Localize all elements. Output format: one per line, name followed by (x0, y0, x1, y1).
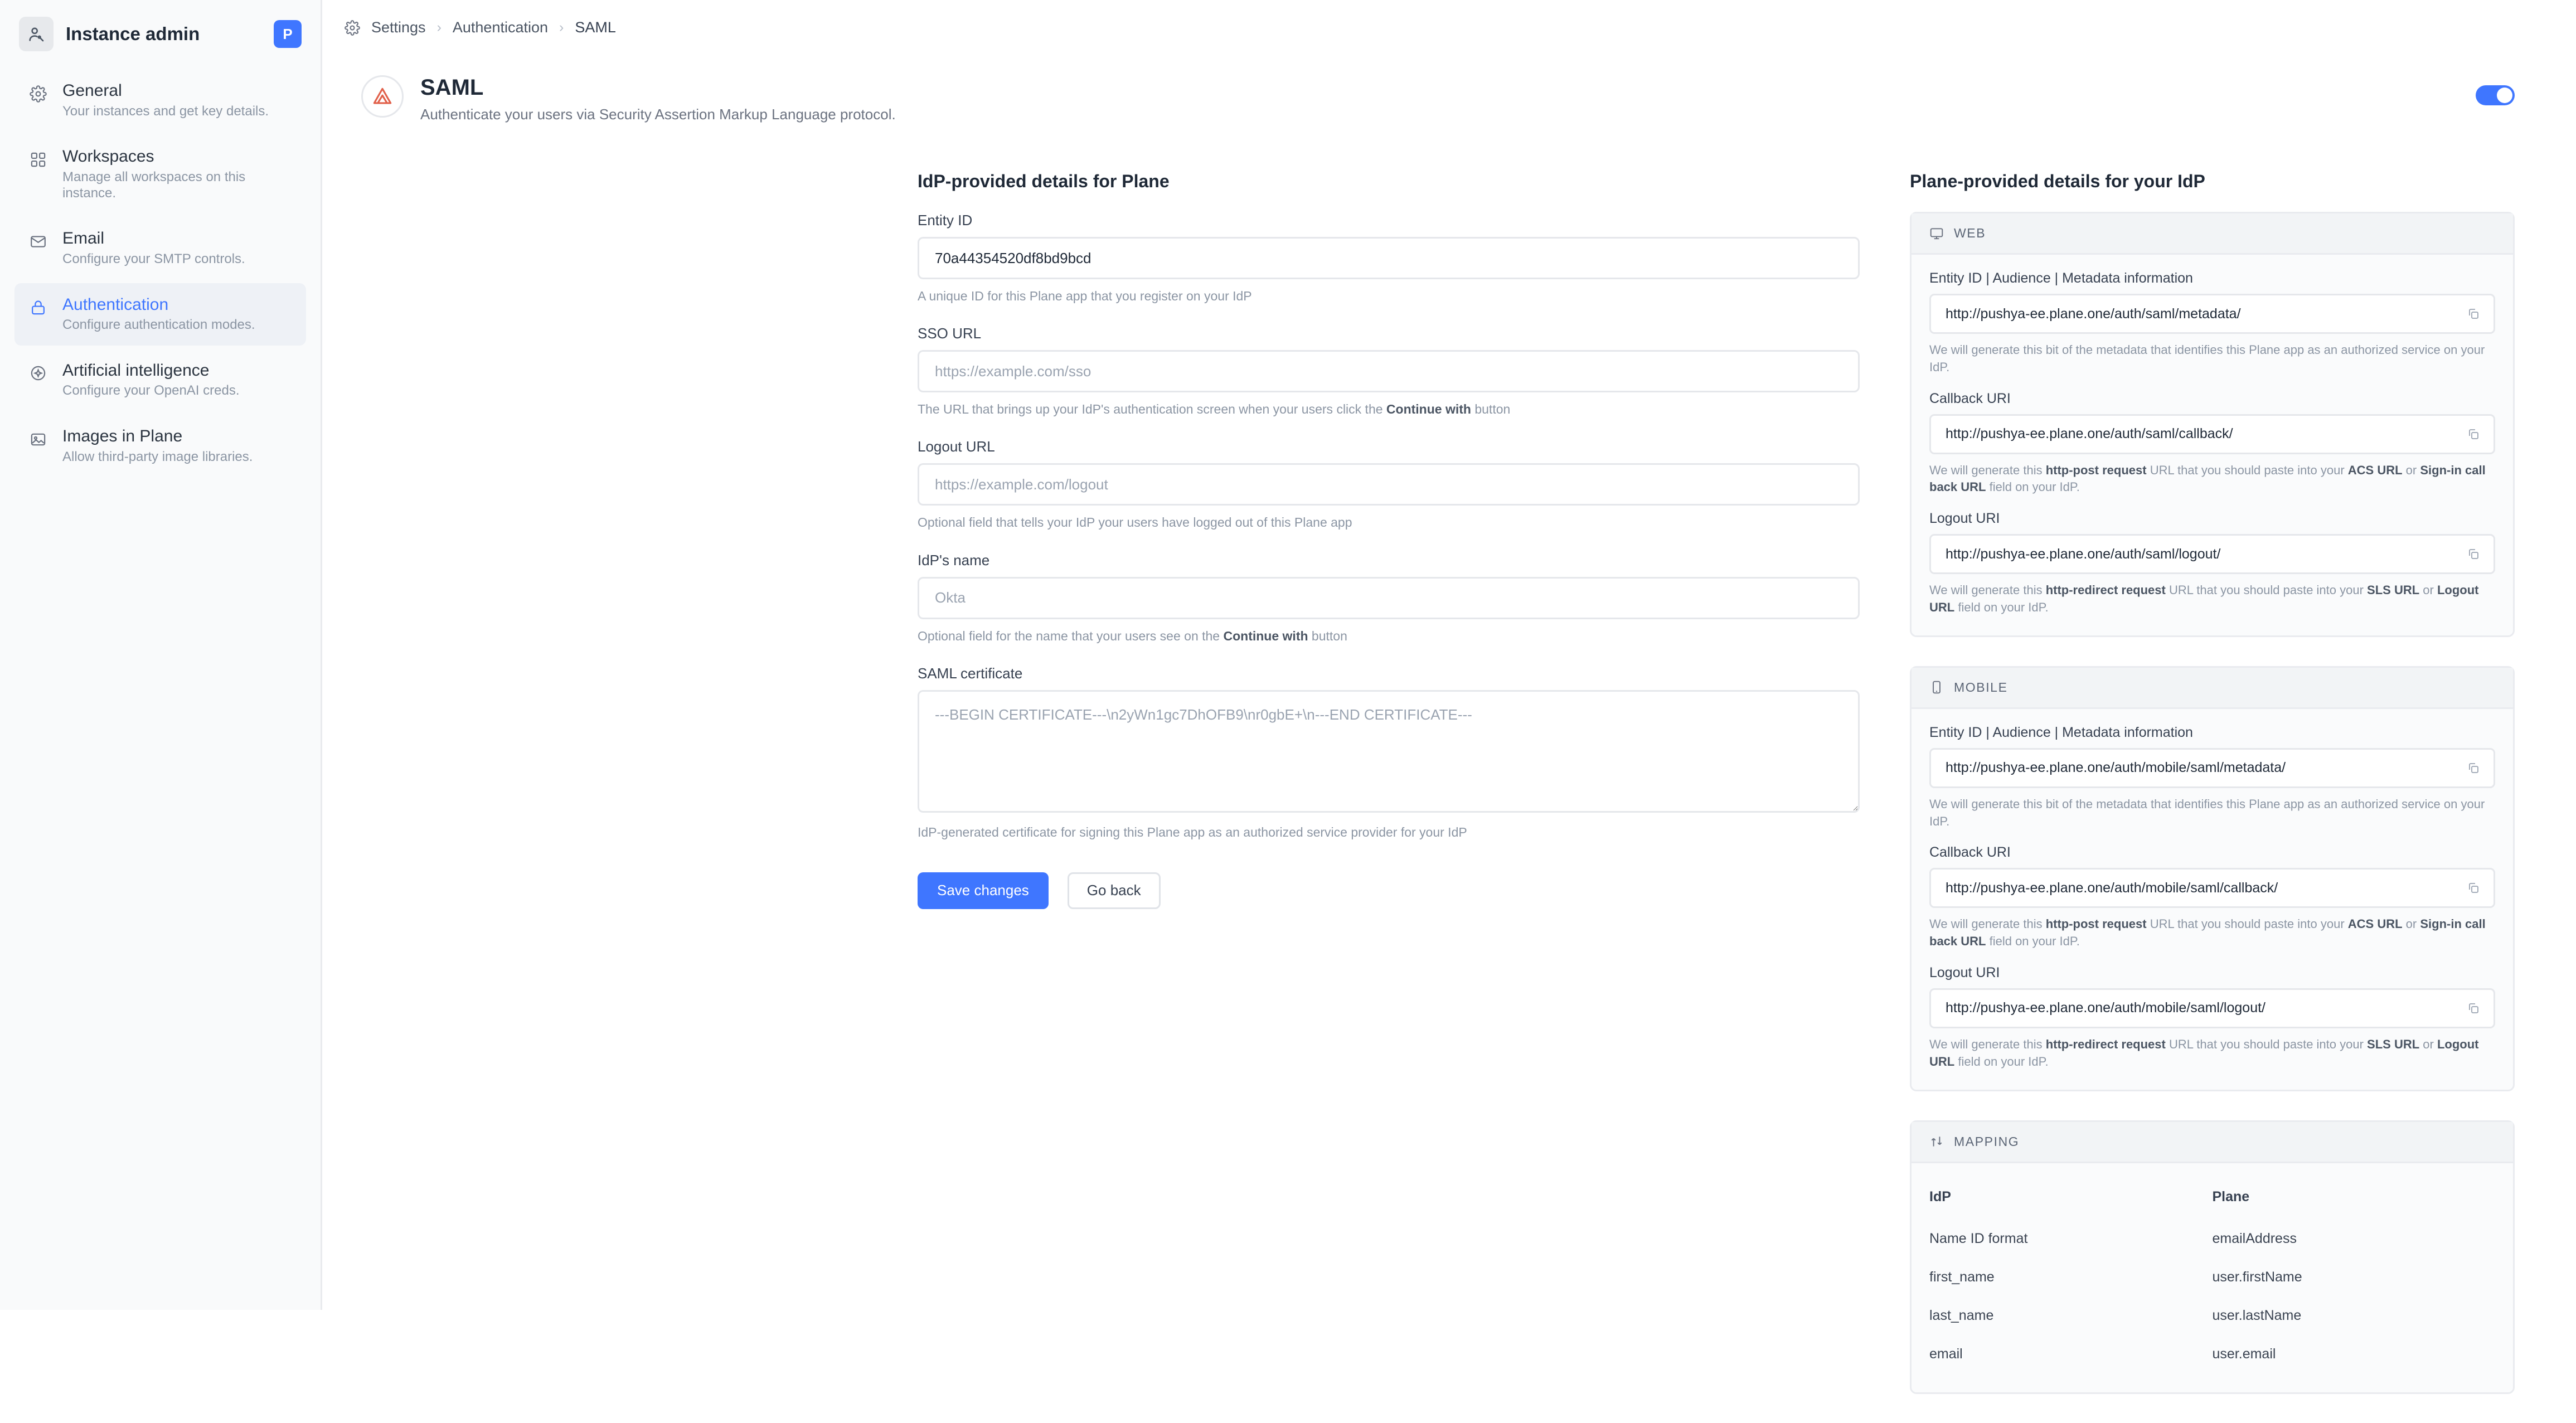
field-idp-name (918, 552, 1860, 645)
panel-body (1912, 255, 2513, 635)
instance-admin-title: Instance admin (66, 23, 200, 44)
sidebar-item-general[interactable] (14, 69, 306, 132)
panel-web (1910, 212, 2515, 637)
hint-bold: http-post request (2045, 463, 2147, 477)
field-saml-certificate (918, 665, 1860, 841)
copy-icon[interactable] (2462, 423, 2485, 445)
workspace-badge[interactable]: P (274, 20, 302, 48)
hint-bold: Sign-in call back URL (1929, 463, 2486, 494)
field-hint: A unique ID for this Plane app that you register on your IdP (918, 289, 1252, 303)
panel-body (1912, 709, 2513, 1090)
panel-title: MAPPING (1954, 1134, 2020, 1149)
table-row (1929, 1258, 2495, 1296)
column-header-plane: Plane (2212, 1188, 2250, 1205)
hint-text: URL that you should paste into your (2165, 1037, 2368, 1051)
sidebar-item-desc: Configure your SMTP controls. (62, 251, 245, 266)
sidebar-item-images-in-plane[interactable] (14, 415, 306, 477)
cell-plane: user.lastName (2212, 1307, 2302, 1323)
page-subtitle: Authenticate your users via Security Assertion Markup Language protocol. (420, 106, 896, 123)
saml-certificate-textarea[interactable] (918, 690, 1860, 813)
row-hint: We will generate this bit of the metadata that identifies this Plane app as an authorized service on your IdP. (1929, 343, 2485, 374)
hint-text: URL that you should paste into your (2146, 463, 2348, 477)
main-content (322, 0, 2576, 1362)
row-label: Callback URI (1929, 390, 2011, 406)
sidebar (0, 0, 322, 1310)
row-hint (1929, 916, 2495, 950)
monitor-icon (1929, 226, 1944, 241)
hint-pre: Optional field for the name that your users see on the (918, 628, 1224, 643)
grid-icon (27, 148, 49, 171)
field-hint (918, 400, 1860, 418)
cell-idp: Name ID format (1929, 1230, 2028, 1246)
section-heading: IdP-provided details for Plane (918, 171, 1170, 191)
mobile-icon (1929, 680, 1944, 694)
hint-bold: Sign-in call back URL (1929, 917, 2486, 949)
field-hint: IdP-generated certificate for signing this Plane app as an authorized service provider for your IdP (918, 824, 1467, 839)
column-header-idp: IdP (1929, 1188, 1951, 1205)
row-label: Logout URI (1929, 964, 2000, 980)
field-label: IdP's name (918, 551, 990, 569)
hint-text: or (2419, 1037, 2437, 1051)
cell-plane: emailAddress (2212, 1230, 2297, 1246)
row-hint (1929, 462, 2495, 497)
sidebar-item-desc: Configure authentication modes. (62, 317, 255, 333)
gear-icon (27, 82, 49, 105)
panel-title: WEB (1954, 226, 1986, 240)
row-hint (1929, 1036, 2495, 1071)
hint-bold: http-redirect request (2045, 1037, 2166, 1051)
sidebar-item-label: Email (62, 229, 105, 248)
panel-body (1912, 1163, 2513, 1392)
sidebar-item-label: Artificial intelligence (62, 361, 210, 380)
hint-text: We will generate this (1929, 917, 2046, 931)
mapping-icon (1929, 1134, 1944, 1149)
table-row (1929, 1220, 2495, 1258)
mobile-callback-uri-field[interactable] (1929, 868, 2495, 908)
field-logout-url (918, 438, 1860, 531)
entity-id-input[interactable] (918, 237, 1860, 279)
plane-provided-details-section (1910, 171, 2515, 1423)
field-hint (918, 627, 1860, 645)
mapping-table (1929, 1179, 2495, 1373)
hint-text: or (2402, 463, 2420, 477)
save-changes-button[interactable]: Save changes (918, 872, 1049, 909)
hint-text: field on your IdP. (1954, 1054, 2049, 1069)
hint-bold: ACS URL (2347, 463, 2403, 477)
hint-pre: The URL that brings up your IdP's authentication screen when your users click the (918, 402, 1386, 417)
hint-text: We will generate this (1929, 583, 2046, 598)
copy-icon[interactable] (2462, 543, 2485, 565)
breadcrumb-item-settings[interactable]: Settings (371, 19, 426, 36)
idp-provided-details-section (918, 171, 1860, 909)
panel-header (1912, 213, 2513, 255)
sidebar-item-desc: Manage all workspaces on this instance. (62, 169, 246, 201)
row-label: Logout URI (1929, 511, 2000, 527)
mobile-metadata-url-field[interactable] (1929, 748, 2495, 788)
sidebar-item-workspaces[interactable] (14, 135, 306, 213)
hint-text: field on your IdP. (1986, 480, 2080, 494)
field-sso-url (918, 325, 1860, 418)
breadcrumb-separator: › (436, 20, 442, 35)
cell-idp: email (1929, 1346, 1963, 1362)
panel-mapping (1910, 1120, 2515, 1394)
hint-bold: SLS URL (2367, 583, 2420, 598)
sidebar-item-label: General (62, 81, 122, 100)
sparkle-icon (27, 362, 49, 385)
copy-icon[interactable] (2462, 997, 2485, 1019)
field-entity-id (918, 212, 1860, 305)
field-hint: Optional field that tells your IdP your users have logged out of this Plane app (918, 515, 1352, 530)
mail-icon (27, 230, 49, 252)
logout-url-input[interactable] (918, 463, 1860, 506)
sidebar-item-desc: Allow third-party image libraries. (62, 449, 253, 464)
hint-text: URL that you should paste into your (2165, 583, 2368, 598)
breadcrumb-item-saml: SAML (575, 19, 616, 36)
field-value: http://pushya-ee.plane.one/auth/mobile/saml/logout/ (1946, 1000, 2265, 1016)
page-header (322, 59, 2576, 123)
sidebar-item-desc: Configure your OpenAI creds. (62, 383, 240, 399)
breadcrumb-separator: › (559, 20, 564, 35)
hint-bold: http-redirect request (2045, 583, 2166, 598)
hint-bold: Logout URL (1929, 583, 2479, 614)
sidebar-item-label: Images in Plane (62, 427, 183, 446)
lock-icon (27, 297, 49, 319)
table-header-row (1929, 1179, 2495, 1220)
cell-idp: first_name (1929, 1269, 1995, 1285)
sso-url-input[interactable] (918, 350, 1860, 392)
field-label: SAML certificate (918, 664, 1023, 682)
row-label: Entity ID | Audience | Metadata information (1929, 270, 2193, 286)
field-value: http://pushya-ee.plane.one/auth/mobile/saml/metadata/ (1946, 760, 2286, 776)
hint-text: or (2402, 917, 2420, 931)
row-label: Entity ID | Audience | Metadata information (1929, 724, 2193, 740)
hint-text: or (2419, 583, 2437, 598)
breadcrumb (322, 0, 2576, 55)
web-metadata-url-field[interactable] (1929, 294, 2495, 334)
sidebar-item-desc: Your instances and get key details. (62, 103, 269, 119)
hint-bold: Logout URL (1929, 1037, 2479, 1069)
field-value: http://pushya-ee.plane.one/auth/mobile/saml/callback/ (1946, 880, 2278, 896)
panel-header (1912, 1122, 2513, 1163)
sidebar-item-label: Workspaces (62, 147, 154, 166)
hint-text: field on your IdP. (1986, 934, 2080, 949)
field-value: http://pushya-ee.plane.one/auth/saml/callback/ (1946, 426, 2233, 442)
hint-bold: Continue with (1223, 628, 1308, 643)
hint-bold: Continue with (1386, 402, 1471, 417)
sidebar-item-label: Authentication (62, 295, 169, 314)
saml-enable-toggle[interactable] (2476, 85, 2515, 105)
gear-icon (345, 20, 360, 36)
section-heading: Plane-provided details for your IdP (1910, 171, 2205, 191)
hint-text: We will generate this (1929, 463, 2046, 477)
form-actions (918, 872, 1860, 909)
sidebar-item-email[interactable] (14, 217, 306, 279)
hint-text: URL that you should paste into your (2146, 917, 2348, 931)
field-label: Logout URL (918, 438, 995, 455)
settings-columns (322, 123, 2576, 1423)
row-label: Callback URI (1929, 844, 2011, 861)
table-row (1929, 1335, 2495, 1373)
hint-bold: SLS URL (2367, 1037, 2420, 1051)
field-value: http://pushya-ee.plane.one/auth/saml/logout/ (1946, 546, 2221, 562)
table-row (1929, 1296, 2495, 1335)
hint-bold: http-post request (2045, 917, 2147, 931)
saml-logo-icon (361, 75, 404, 118)
copy-icon[interactable] (2462, 303, 2485, 325)
hint-post: button (1308, 628, 1347, 643)
copy-icon[interactable] (2462, 757, 2485, 779)
hint-text: field on your IdP. (1954, 600, 2049, 614)
row-hint (1929, 582, 2495, 616)
sidebar-nav (0, 64, 321, 478)
field-value: http://pushya-ee.plane.one/auth/saml/metadata/ (1946, 305, 2241, 322)
page-title: SAML (420, 75, 484, 100)
cell-plane: user.email (2212, 1346, 2276, 1362)
go-back-button[interactable]: Go back (1068, 872, 1161, 909)
sidebar-item-artificial-intelligence[interactable] (14, 349, 306, 411)
page-content (322, 55, 2576, 1423)
copy-icon[interactable] (2462, 877, 2485, 899)
breadcrumb-item-authentication[interactable]: Authentication (452, 19, 549, 36)
idp-name-input[interactable] (918, 577, 1860, 619)
field-label: SSO URL (918, 325, 982, 342)
panel-mobile (1910, 666, 2515, 1091)
sidebar-header (0, 0, 321, 64)
hint-post: button (1471, 402, 1511, 417)
hint-bold: ACS URL (2347, 917, 2403, 931)
cell-idp: last_name (1929, 1307, 1994, 1323)
image-icon (27, 428, 49, 450)
web-logout-uri-field[interactable] (1929, 534, 2495, 574)
mobile-logout-uri-field[interactable] (1929, 988, 2495, 1028)
field-label: Entity ID (918, 212, 973, 229)
cell-plane: user.firstName (2212, 1269, 2302, 1285)
panel-title: MOBILE (1954, 679, 2008, 694)
web-callback-uri-field[interactable] (1929, 414, 2495, 454)
panel-header (1912, 668, 2513, 709)
sidebar-item-authentication[interactable] (14, 283, 306, 346)
row-hint: We will generate this bit of the metadata that identifies this Plane app as an authorized service on your IdP. (1929, 797, 2485, 828)
instance-admin-icon (19, 17, 54, 51)
hint-text: We will generate this (1929, 1037, 2046, 1051)
